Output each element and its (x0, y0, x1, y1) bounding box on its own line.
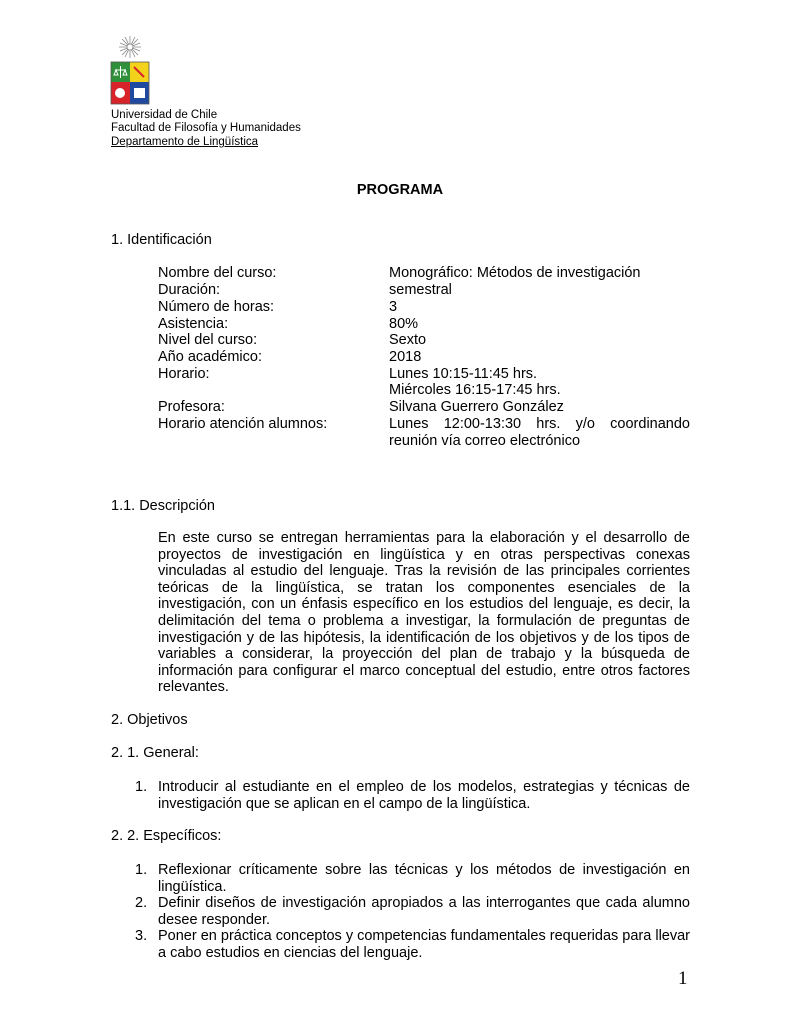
id-label: Nombre del curso: (158, 265, 277, 281)
section-objetivos-heading: 2. Objetivos (111, 712, 188, 728)
id-label: Año académico: (158, 349, 262, 365)
page-number: 1 (678, 968, 688, 989)
list-item: Poner en práctica conceptos y competencias fundamentales requeridas para llevar a cabo estudios en ciencias del lenguaje. (158, 928, 690, 961)
id-label: Número de horas: (158, 299, 275, 315)
id-label: Horario atención alumnos: (158, 416, 328, 432)
section-identificacion-heading: 1. Identificación (111, 232, 212, 248)
page-title: PROGRAMA (356, 182, 444, 198)
id-label: Duración: (158, 282, 221, 298)
section-descripcion-heading: 1.1. Descripción (111, 498, 215, 514)
list-item: Reflexionar críticamente sobre las técnicas y los métodos de investigación en lingüística. (158, 862, 690, 895)
id-value: reunión vía correo electrónico (389, 433, 581, 449)
id-value: Silvana Guerrero González (389, 399, 564, 415)
list-item: Definir diseños de investigación apropiados a las interrogantes que cada alumno desee responder. (158, 895, 690, 928)
objetivos-especificos-heading: 2. 2. Específicos: (111, 828, 222, 844)
id-value: 3 (389, 299, 398, 315)
university-name: Universidad de Chile (111, 109, 218, 121)
faculty-name: Facultad de Filosofía y Humanidades (111, 122, 301, 134)
id-value: Monográfico: Métodos de investigación (389, 265, 641, 281)
id-value: Lunes 10:15-11:45 hrs. (389, 366, 538, 382)
id-value: Lunes 12:00-13:30 hrs. y/o coordinando (389, 416, 690, 432)
id-label: Horario: (158, 366, 210, 382)
id-value: Sexto (389, 332, 427, 348)
id-label: Nivel del curso: (158, 332, 258, 348)
list-item: Introducir al estudiante en el empleo de los modelos, estrategias y técnicas de investigación que se aplican en el campo de la lingüística. (158, 779, 690, 812)
university-crest-logo (109, 34, 151, 108)
id-value: 80% (389, 316, 419, 332)
id-value: 2018 (389, 349, 422, 365)
list-item-number: 3. (135, 928, 148, 944)
id-value: semestral (389, 282, 452, 298)
department-name: Departamento de Lingüística (111, 136, 259, 148)
list-item-number: 2. (135, 895, 148, 911)
id-label: Profesora: (158, 399, 225, 415)
objetivos-general-heading: 2. 1. General: (111, 745, 199, 761)
id-value: Miércoles 16:15-17:45 hrs. (389, 382, 561, 398)
list-item-number: 1. (135, 779, 148, 795)
id-label: Asistencia: (158, 316, 229, 332)
list-item-number: 1. (135, 862, 148, 878)
descripcion-paragraph: En este curso se entregan herramientas para la elaboración y el desarrollo de proyectos de investigación en lingüística y en otras perspectivas conexas vinculadas al estudio del lenguaje. Tras la revisión de las principales corrientes teóricas de la lingüística, se tratan los componentes esenciales de la investigación, con un énfasis específico en los estudios del lenguaje, es decir, la delimitación del tema o problema a investigar, la formulación de preguntas de investigación y de las hipótesis, la identificación de los objetivos y de los tipos de variables a considerar, la proyección del plan de trabajo y la búsqueda de información para configurar el marco conceptual del estudio, entre otros factores relevantes. (158, 530, 690, 696)
